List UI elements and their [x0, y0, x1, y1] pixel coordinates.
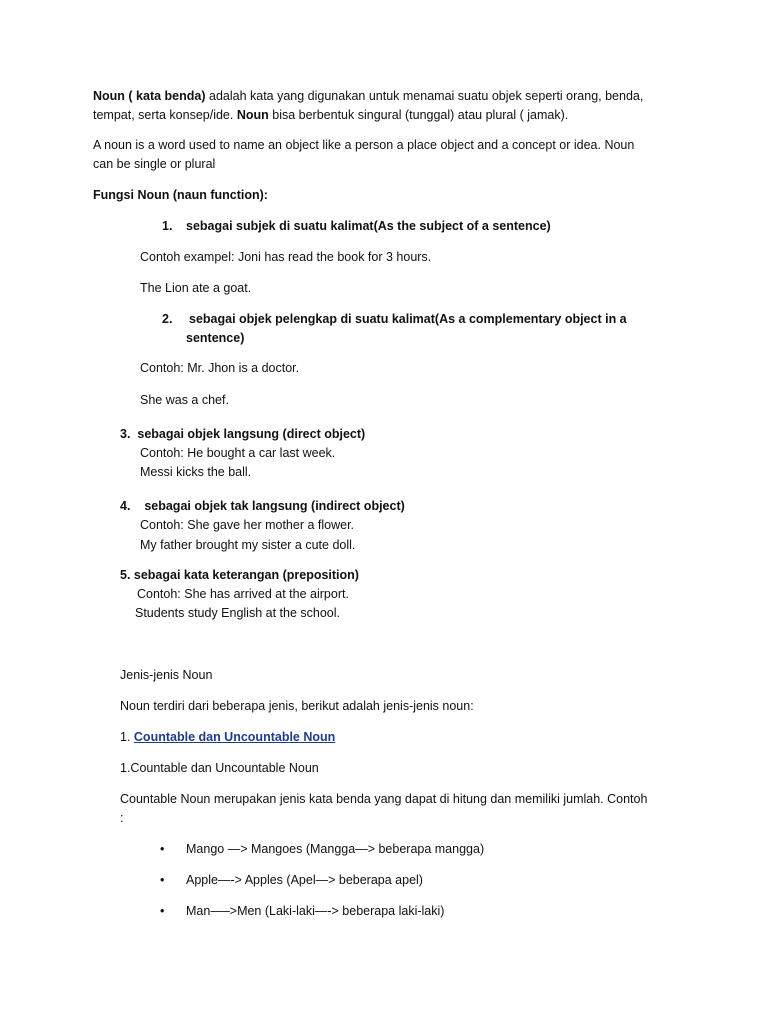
function-3-example-2: Messi kicks the ball. — [140, 465, 252, 479]
function-4-example-2: My father brought my sister a cute doll. — [140, 538, 356, 552]
function-1-example-2: The Lion ate a goat. — [140, 281, 252, 295]
function-2-example-1: Contoh: Mr. Jhon is a doctor. — [140, 361, 300, 375]
function-1-example-1: Contoh exampel: Joni has read the book for 3 hours. — [140, 250, 432, 264]
intro-definition: adalah kata yang digunakan untuk menamai suatu objek seperti orang, benda, — [205, 89, 644, 103]
countable-uncountable-link[interactable]: Countable dan Uncountable Noun — [133, 730, 336, 744]
countable-desc-line-1: Countable Noun merupakan jenis kata benda yang dapat di hitung dan memiliki jumlah. Contoh — [120, 792, 648, 806]
countable-desc-line-2: : — [120, 811, 124, 825]
function-2-text-line-1: sebagai objek pelengkap di suatu kalimat(As a complementary object in a — [189, 312, 627, 326]
types-link-prefix: 1. — [120, 730, 134, 744]
function-5-example-1: Contoh: She has arrived at the airport. — [137, 587, 349, 601]
list-item: Man—–>Men (Laki-laki—-> beberapa laki-laki) — [186, 904, 445, 918]
function-5-example-2: Students study English at the school. — [135, 606, 340, 620]
intro-line-1 — [93, 87, 643, 106]
types-link-line — [120, 728, 335, 747]
english-line-2: can be single or plural — [93, 157, 216, 171]
function-1-number: 1. — [162, 219, 173, 233]
function-4-text: 4. sebagai objek tak langsung (indirect object) — [120, 499, 405, 513]
types-heading: Jenis-jenis Noun — [120, 668, 213, 682]
functions-heading: Fungsi Noun (naun function): — [93, 188, 268, 202]
intro-term: Noun ( kata benda) — [93, 89, 206, 103]
bullet-icon: • — [160, 873, 165, 887]
function-2-number: 2. — [162, 312, 173, 326]
intro-line-2-a: tempat, serta konsep/ide. — [93, 108, 237, 122]
intro-line-2-noun: Noun — [236, 108, 269, 122]
function-1-text: sebagai subjek di suatu kalimat(As the subject of a sentence) — [186, 219, 551, 233]
function-3-text: 3. sebagai objek langsung (direct object) — [120, 427, 366, 441]
list-item: Apple—-> Apples (Apel—> beberapa apel) — [186, 873, 423, 887]
function-2-example-2: She was a chef. — [140, 393, 229, 407]
types-subheading: 1.Countable dan Uncountable Noun — [120, 761, 319, 775]
types-intro: Noun terdiri dari beberapa jenis, berikut adalah jenis-jenis noun: — [120, 699, 474, 713]
function-5-text: 5. sebagai kata keterangan (preposition) — [120, 568, 359, 582]
bullet-icon: • — [160, 842, 165, 856]
function-2-text-line-2: sentence) — [186, 331, 245, 345]
function-3-example-1: Contoh: He bought a car last week. — [140, 446, 336, 460]
list-item: Mango —> Mangoes (Mangga—> beberapa mangga) — [186, 842, 485, 856]
intro-line-2 — [93, 106, 568, 125]
english-line-1: A noun is a word used to name an object like a person a place object and a concept or idea. Noun — [93, 138, 635, 152]
bullet-icon: • — [160, 904, 165, 918]
intro-line-2-c: bisa berbentuk singural (tunggal) atau plural ( jamak). — [268, 108, 569, 122]
function-4-example-1: Contoh: She gave her mother a flower. — [140, 518, 355, 532]
